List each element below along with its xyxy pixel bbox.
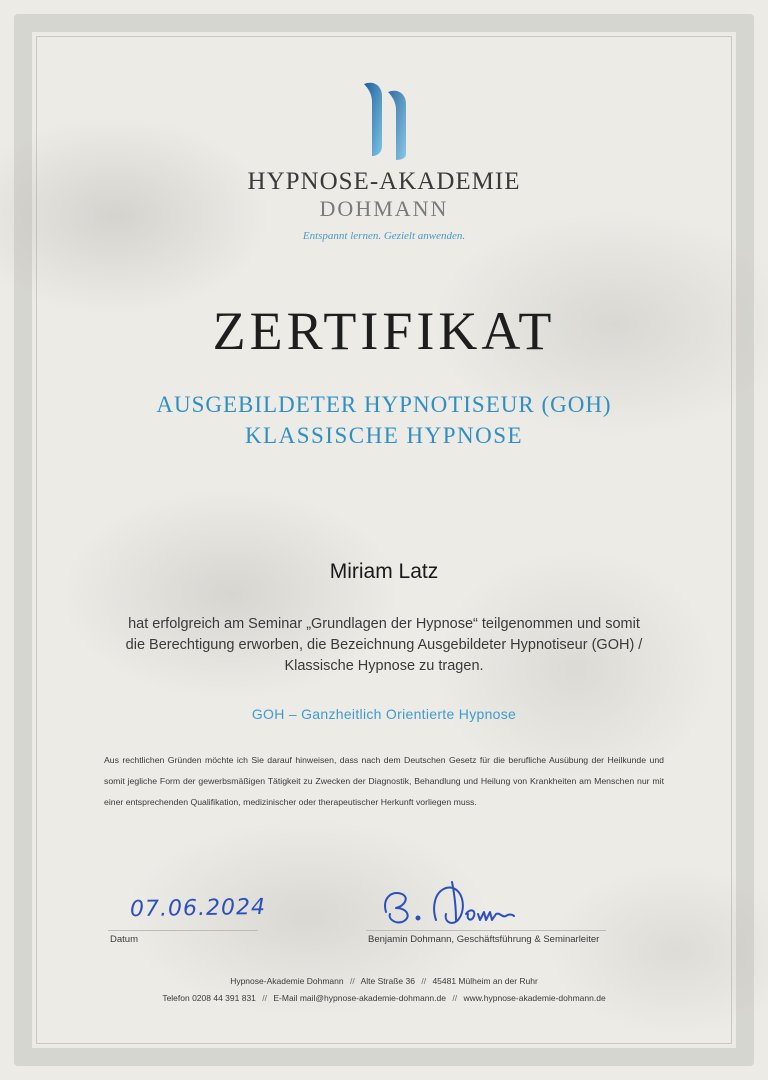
brand-name-line2: DOHMANN bbox=[319, 196, 449, 221]
legal-notice: Aus rechtlichen Gründen möchte ich Sie darauf hinweisen, dass nach dem Deutschen Gesetz für die berufliche Ausübung der Heilkunde und somit jegliche Form der gewerbsmäßigen Tätigkeit zu Zwecken der Diagnostik, Behandlung und Heilung von Krankheiten am Menschen nur mit einer entsprechenden Qualifikation, medizinischer oder therapeutischer Herkunft vorliegen muss. bbox=[104, 755, 664, 807]
date-label: Datum bbox=[110, 934, 138, 945]
signature-image bbox=[372, 868, 552, 930]
signature-line bbox=[366, 930, 606, 931]
academy-logo-icon bbox=[360, 80, 414, 160]
footer-separator: // bbox=[349, 976, 355, 986]
footer-separator: // bbox=[262, 993, 268, 1003]
footer-web: www.hypnose-akademie-dohmann.de bbox=[463, 993, 606, 1003]
body-line-1: hat erfolgreich am Seminar „Grundlagen der Hypnose“ teilgenommen und somit bbox=[128, 616, 640, 632]
footer-org: Hypnose-Akademie Dohmann bbox=[230, 976, 344, 986]
footer-separator: // bbox=[421, 976, 427, 986]
footer-address bbox=[0, 976, 768, 986]
certificate-subtitle-1: AUSGEBILDETER HYPNOTISEUR (GOH) bbox=[156, 392, 612, 417]
signer-label: Benjamin Dohmann, Geschäftsführung & Seminarleiter bbox=[368, 934, 600, 945]
footer-email: E-Mail mail@hypnose-akademie-dohmann.de bbox=[273, 993, 446, 1003]
footer-city: 45481 Mülheim an der Ruhr bbox=[432, 976, 538, 986]
certificate-body bbox=[0, 614, 768, 677]
brand-slogan: Entspannt lernen. Gezielt anwenden. bbox=[302, 230, 466, 242]
body-line-2: die Berechtigung erworben, die Bezeichnung Ausgebildeter Hypnotiseur (GOH) / bbox=[125, 637, 643, 653]
handwritten-date: 07.06.2024 bbox=[129, 894, 267, 923]
footer-phone: Telefon 0208 44 391 831 bbox=[162, 993, 256, 1003]
footer-separator: // bbox=[452, 993, 458, 1003]
certificate-title: ZERTIFIKAT bbox=[212, 301, 556, 361]
certificate-subtitle-2: KLASSISCHE HYPNOSE bbox=[244, 423, 524, 448]
footer-street: Alte Straße 36 bbox=[360, 976, 415, 986]
date-line bbox=[108, 930, 258, 931]
recipient-name: Miriam Latz bbox=[329, 560, 439, 583]
footer-contact bbox=[0, 993, 768, 1003]
goh-definition: GOH – Ganzheitlich Orientierte Hypnose bbox=[251, 706, 517, 722]
brand-name-line1: HYPNOSE-AKADEMIE bbox=[247, 168, 521, 195]
body-line-3: Klassische Hypnose zu tragen. bbox=[284, 658, 484, 674]
